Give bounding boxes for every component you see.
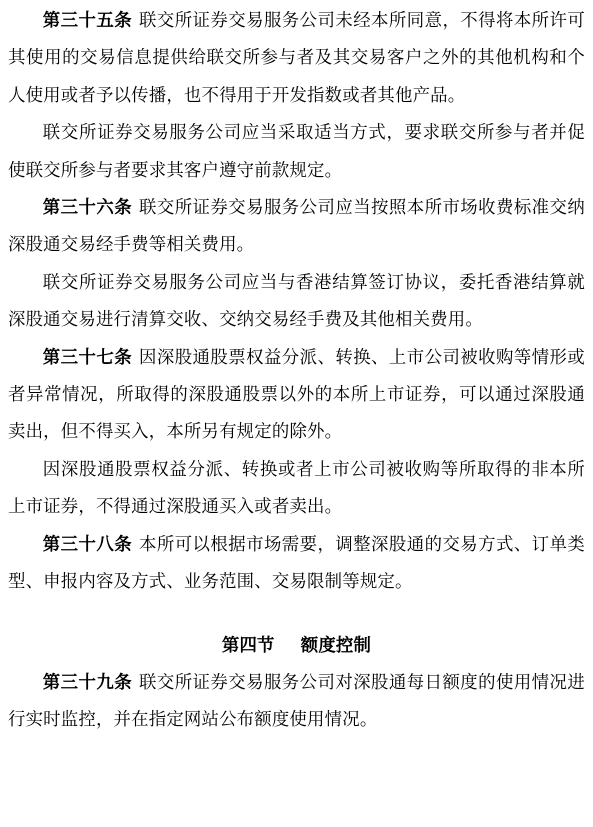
paragraph-article-36 bbox=[8, 190, 585, 265]
paragraph-article-39 bbox=[8, 665, 585, 740]
section-heading bbox=[8, 628, 585, 665]
paragraph-text: 联交所证券交易服务公司应当与香港结算签订协议，委托香港结算就深股通交易进行清算交收、交纳交易经手费及其他相关费用。 bbox=[8, 272, 585, 331]
paragraph-text: 因深股通股票权益分派、转换、上市公司被收购等情形或者异常情况，所取得的深股通股票以外的本所上市证券，可以通过深股通卖出，但不得买入，本所另有规定的除外。 bbox=[8, 347, 585, 443]
article-number: 第三十六条 bbox=[42, 198, 133, 219]
article-number: 第三十五条 bbox=[42, 11, 133, 31]
paragraph-text: 联交所证券交易服务公司对深股通每日额度的使用情况进行实时监控，并在指定网站公布额度使用情况。 bbox=[8, 672, 585, 731]
paragraph-text: 因深股通股票权益分派、转换或者上市公司被收购等所取得的非本所上市证券，不得通过深股通买入或者卖出。 bbox=[8, 459, 585, 518]
paragraph-text: 联交所证券交易服务公司应当采取适当方式，要求联交所参与者并促使联交所参与者要求其客户遵守前款规定。 bbox=[8, 123, 585, 181]
paragraph-text: 本所可以根据市场需要，调整深股通的交易方式、订单类型、申报内容及方式、业务范围、交易限制等规定。 bbox=[8, 534, 585, 593]
article-number: 第三十七条 bbox=[42, 347, 133, 368]
paragraph-article-38 bbox=[8, 527, 585, 602]
section-title-text: 额度控制 bbox=[300, 635, 372, 656]
article-number: 第三十八条 bbox=[42, 534, 133, 555]
paragraph-text: 联交所证券交易服务公司应当按照本所市场收费标准交纳深股通交易经手费等相关费用。 bbox=[8, 198, 585, 256]
paragraph-article-36-clause-2 bbox=[8, 265, 585, 340]
paragraph-article-37-clause-2 bbox=[8, 452, 585, 527]
paragraph-article-37 bbox=[8, 340, 585, 452]
paragraph-article-35 bbox=[8, 3, 585, 115]
paragraph-article-35-clause-2 bbox=[8, 115, 585, 190]
section-number: 第四节 bbox=[221, 635, 275, 656]
paragraph-text: 联交所证券交易服务公司未经本所同意，不得将本所许可其使用的交易信息提供给联交所参与者及其交易客户之外的其他机构和个人使用或者予以传播，也不得用于开发指数或者其他产品。 bbox=[8, 11, 585, 106]
article-number: 第三十九条 bbox=[42, 672, 133, 693]
